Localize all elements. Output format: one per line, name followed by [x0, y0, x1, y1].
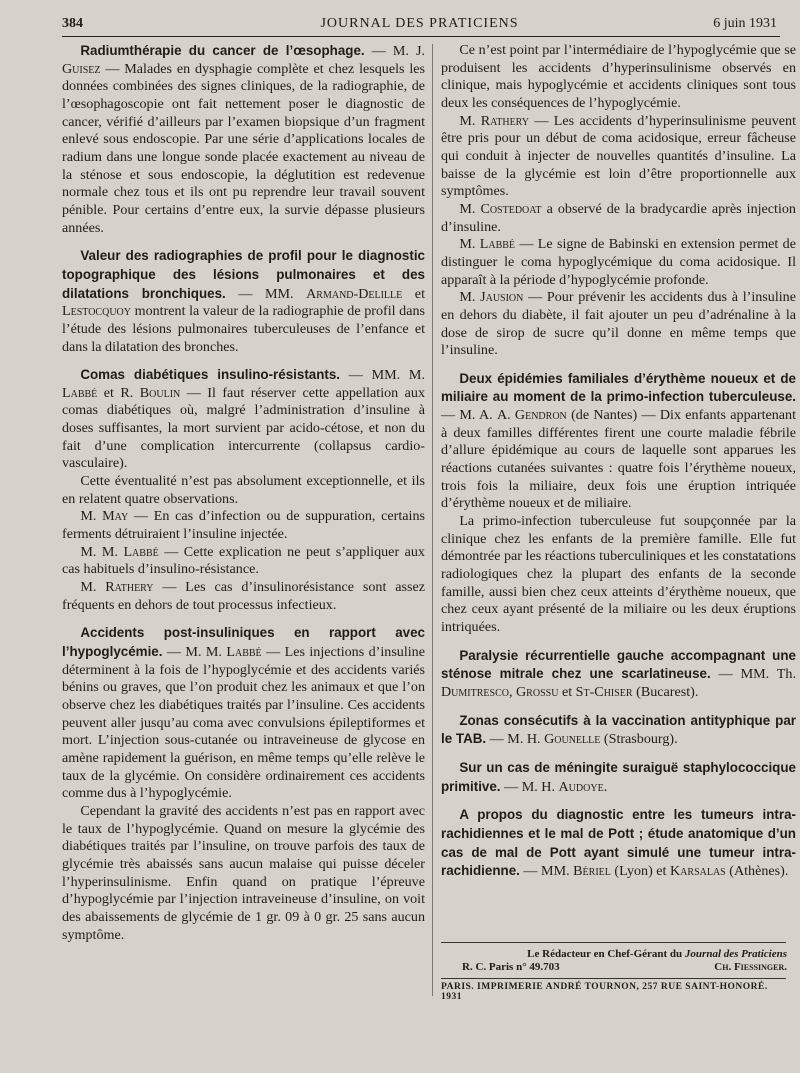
issue-date: 6 juin 1931	[713, 16, 777, 31]
author-name: St-Chiser	[575, 683, 633, 700]
section-title: Comas diabétiques insulino-résistants.	[80, 367, 341, 383]
paragraph: La primo-infection tuberculeuse fut soupçonnée par la clinique chez les enfants de la première famille. Elle fut démontrée par les réactions tuberculiniques et les constatations radiologiques chez la plupart des enfants de la seconde famille, aussi bien chez ceux atteints d’érythème noueux, que chez ceux ayant présenté de la miliaire ou les deux éruptions intriquées.	[441, 513, 796, 635]
section-title: Valeur des radiographies de profil pour le diagnostic topographique des lésions pulmonaires et des dilatations bronchiques.	[62, 248, 425, 301]
section-meningite: Sur un cas de méningite suraiguë staphylococcique primitive. — M. H. Audoye.	[441, 759, 796, 795]
paragraph: Cette éventualité n’est pas absolument exceptionnelle, et ils en relatent quatre observations.	[62, 473, 425, 507]
registry-number: R. C. Paris n° 49.703	[462, 961, 560, 973]
section-title: Deux épidémies familiales d’érythème noueux et de miliaire au moment de la primo-infection tuberculeuse.	[441, 370, 796, 405]
section-comas: Comas diabétiques insulino-résistants. — MM. M. Labbé et R. Boulin — Il faut réserver cette appellation aux comas diabétiques où, malgré l’administration d’insuline à doses suffisantes, la mort survient par acido-cétose, et non du fait d’une complication intercurrente (collapsus cardio-vasculaire). Cette éventualité n’est pas absolument exceptionnelle, et ils en relatent quatre observations. M. May — En cas d’infection ou de suppuration, certains ferments détruiraient l’insuline injectée. M. M. Labbé — Cette explication ne peut s’appliquer aux cas habituels d’insulino-résistance. M. Rathery — Les cas d’insulinorésistance sont assez fréquents en dehors de tout processus infectieux.	[62, 367, 426, 613]
journal-title: JOURNAL DES PRATICIENS	[320, 16, 519, 31]
section-title: Sur un cas de méningite suraiguë staphylococcique primitive.	[441, 759, 796, 794]
section-paralysie: Paralysie récurrentielle gauche accompagnant une sténose mitrale chez une scarlatineuse. — MM. Th. Dumitresco, Grossu et St-Chiser (Bucarest).	[441, 647, 796, 700]
right-column: Ce n’est point par l’intermédiaire de l’hypoglycémie que se produisent les accidents d’hyperinsulinisme observés en clinique, mais hypoglycémie et accidents cliniques sont tous deux les conséquences de l’hypoglycémie. M. Rathery — Les accidents d’hyperinsulinisme peuvent être pris pour un début de coma acidosique, erreur fâcheuse qui conduit à injecter de nouvelles quantités d’insuline. La baisse de la glycémie est loin d’être proportionnelle aux symptômes. M. Costedoat a observé de la bradycardie après injection d’insuline. M. Labbé — Le signe de Babinski en extension permet de distinguer le coma hypoglycémique du coma acidosique. Il apparaît à la période d’hypoglycémie profonde. M. Jausion — Pour prévenir les accidents dus à l’insuline en dehors du diabète, il fait ajouter un peu d’adrénaline à la dose de sirop de sucre qu’il donne en même temps que l’insuline. Deux épidémies familiales d’érythème noueux et de miliaire au moment de la primo-infection tuberculeuse. — M. A. A. Gendron (de Nantes) — Dix enfants appartenant à deux familles différentes firent une courte maladie fébrile d’allure épidémique au cours de laquelle sont apparues les réactions cutanées suivantes : quatre fois l’érythème noueux, trois fois la miliaire, deux fois une éruption intriquée d’érythème noueux et de miliaire. La primo-infection tuberculeuse fut soupçonnée par la clinique chez les enfants de la première famille. Elle fut démontrée par les réactions tuberculiniques et les constatations radiologiques chez la plupart des enfants de la seconde famille, aussi bien chez ceux atteints d’érythème noueux, que chez ceux ayant présenté de la miliaire ou les deux éruptions intriquées. Paralysie récurrentielle gauche accompagnant une sténose mitrale chez une scarlatineuse. — MM. Th. Dumitresco, Grossu et St-Chiser (Bucarest). Zonas consécutifs à la vaccination antityphique par le TAB. — M. H. Gounelle (Strasbourg). Sur un cas de méningite suraiguë staphylococcique primitive. — M. H. Audoye. A propos du diagnostic entre les tumeurs intra-rachidiennes et le mal de Pott ; étude anatomique d’un cas de mal de Pott ayant simulé une tumeur intra-rachidienne. — MM. Bériel (Lyon) et Karsalas (Athènes).	[441, 42, 797, 880]
author-name: Costedoat	[480, 200, 542, 217]
author-name: Armand-Delille	[306, 285, 403, 302]
author-name: Audoye	[558, 778, 604, 795]
journal-name: Journal des Praticiens	[684, 948, 787, 960]
paragraph: Cependant la gravité des accidents n’est pas en rapport avec le taux de l’hypoglycémie. Quand on mesure la glycémie des diabétiques traités par l’insuline, on trouve parfois des taux de glycémie très abaissés sans aucun malaise qui puisse déceler l’hyperinsulinisme. Enfin quand on pratique l’épreuve d’hypoglycémie par l’injection intraveineuse d’insuline, on voit des abaissements de glycémie de 1 gr. 09 à 0 gr. 25 sans aucun symptôme.	[62, 802, 425, 943]
page-header	[62, 14, 777, 36]
author-name: Labbé	[123, 543, 159, 560]
paragraph: — En cas d’infection ou de suppuration, certains ferments détruiraient l’insuline injectée.	[62, 508, 425, 543]
paragraph: — Les cas d’insulinorésistance sont assez fréquents en dehors de tout processus infectieux.	[62, 579, 425, 613]
paragraph: Ce n’est point par l’intermédiaire de l’hypoglycémie que se produisent les accidents d’hyperinsulinisme observés en clinique, mais hypoglycémie et accidents cliniques sont tous deux les conséquences de l’hypoglycémie.	[441, 42, 796, 111]
author-name: Guisez	[62, 60, 101, 77]
page-number: 384	[62, 16, 83, 31]
author-name: Jausion	[480, 289, 524, 306]
paragraph: — Cette explication ne peut s’appliquer aux cas habituels d’insulino-résistance.	[62, 543, 425, 578]
author-name: Labbé	[479, 236, 516, 253]
section-tumeurs: A propos du diagnostic entre les tumeurs intra-rachidiennes et le mal de Pott ; étude anatomique d’un cas de mal de Pott ayant simulé une tumeur intra-rachidienne. — MM. Bériel (Lyon) et Karsalas (Athènes).	[441, 807, 796, 880]
section-zonas: Zonas consécutifs à la vaccination antityphique par le TAB. — M. H. Gounelle (Strasbourg).	[441, 712, 796, 748]
author-name: Gounelle	[544, 731, 601, 748]
left-column	[62, 42, 425, 944]
section-epidemies: Deux épidémies familiales d’érythème noueux et de miliaire au moment de la primo-infection tuberculeuse. — M. A. A. Gendron (de Nantes) — Dix enfants appartenant à deux familles différentes firent une courte maladie fébrile d’allure épidémique au cours de laquelle sont apparues les réactions cutanées suivantes : quatre fois l’érythème noueux, trois fois la miliaire, deux fois une éruption intriquée d’érythème noueux et de miliaire. La primo-infection tuberculeuse fut soupçonnée par la clinique chez les enfants de la première famille. Elle fut démontrée par les réactions tuberculiniques et les constatations radiologiques chez la plupart des enfants de la seconde famille, aussi bien chez ceux atteints d’érythème noueux, que chez ceux ayant présenté de la miliaire ou les deux éruptions intriquées.	[441, 370, 797, 635]
author-name: Labbé	[62, 384, 98, 401]
section-title: Paralysie récurrentielle gauche accompagnant une sténose mitrale chez une scarlatineuse.	[441, 647, 796, 682]
author-name: Rathery	[480, 112, 530, 129]
section-accidents: Accidents post-insuliniques en rapport avec l’hypoglycémie. — M. M. Labbé — Les injections d’insuline déterminent à la fois de l’hypoglycémie et des accidents variés bénins ou graves, que l’on produit chez les animaux et que l’on observe chez les diabétiques traités par l’insuline. Ces accidents peuvent aller jusqu’au coma avec convulsions épileptiformes et mort. L’injection sous-cutanée ou intraveineuse de glycose en amène rapidement la guérison, en même temps qu’elle relève le taux de la glycémie. On considère ordinairement ces accidents comme dus à l’hypoglycémie. Cependant la gravité des accidents n’est pas en rapport avec le taux de l’hypoglycémie. Quand on mesure la glycémie des diabétiques traités par l’insuline, on trouve parfois des taux de glycémie très abaissés sans aucun malaise qui puisse déceler l’hyperinsulinisme. Enfin quand on pratique l’épreuve d’hypoglycémie par l’injection intraveineuse d’insuline, on voit des abaissements de glycémie de 1 gr. 09 à 0 gr. 25 sans aucun symptôme.	[62, 625, 425, 943]
paragraph: a observé de la bradycardie après injection d’insuline.	[441, 200, 796, 235]
author-names: Dumitresco, Grossu	[441, 683, 559, 700]
editor-line: Le Rédacteur en Chef-Gérant du	[527, 948, 685, 960]
signer-name: Ch. Fiessinger.	[714, 961, 787, 973]
paragraph: — Pour prévenir les accidents dus à l’insuline en dehors du diabète, il fait ajouter un peu d’adrénaline à la dose de sirop de sucre qu’il donne en même temps que l’insuline.	[441, 289, 796, 359]
author-name: A. Gendron	[496, 407, 567, 424]
section-body: — Les injections d’insuline déterminent à la fois de l’hypoglycémie et des accidents variés bénins ou graves, que l’on produit chez les animaux et que l’on observe chez les diabétiques traités par l’insuline. Ces accidents peuvent aller jusqu’au coma avec convulsions épileptiformes et mort. L’injection sous-cutanée ou intraveineuse de glycose en amène rapidement la guérison, en même temps qu’elle relève le taux de la glycémie. On considère ordinairement ces accidents comme dus à l’hypoglycémie.	[62, 644, 425, 802]
editor-signature	[462, 948, 787, 974]
author-name: May	[102, 508, 129, 525]
column-divider	[432, 44, 433, 996]
section-body: — Dix enfants appartenant à deux familles différentes firent une courte maladie fébrile d’allure épidémique au cours de laquelle sont apparues les réactions cutanées suivantes : quatre fois l’érythème noueux, trois fois la miliaire, deux fois une éruption intriquée d’érythème noueux et de miliaire.	[441, 407, 797, 512]
paragraph: — Le signe de Babinski en extension permet de distinguer le coma hypoglycémique du coma acidosique. Il apparaît à la période d’hypoglycémie profonde.	[441, 236, 796, 288]
author-name: Karsalas	[670, 863, 726, 880]
section-title: Radiumthérapie du cancer de l’œsophage.	[80, 43, 365, 58]
paragraph: — Les accidents d’hyperinsulinisme peuvent être pris pour un début de coma acidosique, erreur fâcheuse qui conduit à injecter de nouvelles quantités d’insuline. La baisse de la glycémie est loin d’être proportionnelle aux symptômes.	[441, 112, 796, 200]
author-place: (de Nantes)	[571, 407, 638, 424]
author-name: Rathery	[105, 579, 154, 596]
footer-rule	[441, 942, 786, 943]
author-name: Labbé	[226, 644, 262, 660]
section-body: montrent la valeur de la radiographie de profil dans l’étude des lésions pulmonaires tuberculeuses de l’enfance et dans la dilatation des bronches.	[62, 303, 425, 355]
author-name: Lestocquoy	[62, 303, 131, 320]
printer-imprint: PARIS. IMPRIMERIE ANDRÉ TOURNON, 257 RUE SAINT-HONORÉ. 1931	[441, 982, 768, 1002]
section-radiographies: Valeur des radiographies de profil pour le diagnostic topographique des lésions pulmonaires et des dilatations bronchiques. — MM. Armand-Delille et Lestocquoy montrent la valeur de la radiographie de profil dans l’étude des lésions pulmonaires tuberculeuses de l’enfance et dans la dilatation des bronches.	[62, 248, 425, 355]
footer-rule-2	[441, 978, 786, 979]
author-place: (Lyon) et	[610, 863, 670, 880]
section-title: A propos du diagnostic entre les tumeurs intra-rachidiennes et le mal de Pott ; étude anatomique d’un cas de mal de Pott ayant simulé une tumeur intra-rachidienne.	[441, 807, 796, 879]
section-radiumtherapie: Radiumthérapie du cancer de l’œsophage. — M. J. Guisez — Malades en dysphagie complète et chez lesquels les données combinées des signes cliniques, de la radiographie, de l’œsophagoscopie ont fait nettement poser le diagnostic de cancer, vérifié d’ailleurs par l’examen biopsique d’un fragment enlevé sous endoscopie. Par une série d’applications locales de radium dans une longue sonde placée exactement au niveau de la sténose et sous endoscopie, la déglutition est redevenue normale chez tous et ils ont pu reprendre leur travail souvent pénible. Pour certains d’entre eux, la survie dépasse plusieurs années.	[62, 43, 425, 236]
section-title: Accidents post-insuliniques en rapport avec l’hypoglycémie.	[62, 625, 425, 659]
section-body: — Malades en dysphagie complète et chez lesquels les données combinées des signes cliniques, de la radiographie, de l’œsophagoscopie ont fait nettement poser le diagnostic de cancer, vérifié d’ailleurs par l’examen biopsique d’un fragment enlevé sous endoscopie. Par une série d’applications locales de radium dans une longue sonde placée exactement au niveau de la sténose et sous endoscopie, la déglutition est redevenue normale chez tous et ils ont pu reprendre leur travail souvent pénible. Pour certains d’entre eux, la survie dépasse plusieurs années.	[62, 60, 425, 236]
section-body: — Il faut réserver cette appellation aux comas diabétiques où, malgré l’administration d’insuline à doses suffisantes, la mort survient par acido-cétose, et non du fait d’une complication intercurrente (collapsus cardio-vasculaire).	[62, 384, 426, 472]
section-title: Zonas consécutifs à la vaccination antityphique par le TAB.	[441, 712, 796, 747]
author-place: (Athènes).	[725, 863, 789, 880]
author-name: R. Boulin	[120, 384, 181, 401]
header-rule	[62, 36, 780, 37]
author-place: (Bucarest).	[636, 683, 699, 700]
author-name: Bériel	[573, 863, 611, 880]
author-place: (Strasbourg).	[603, 731, 678, 748]
